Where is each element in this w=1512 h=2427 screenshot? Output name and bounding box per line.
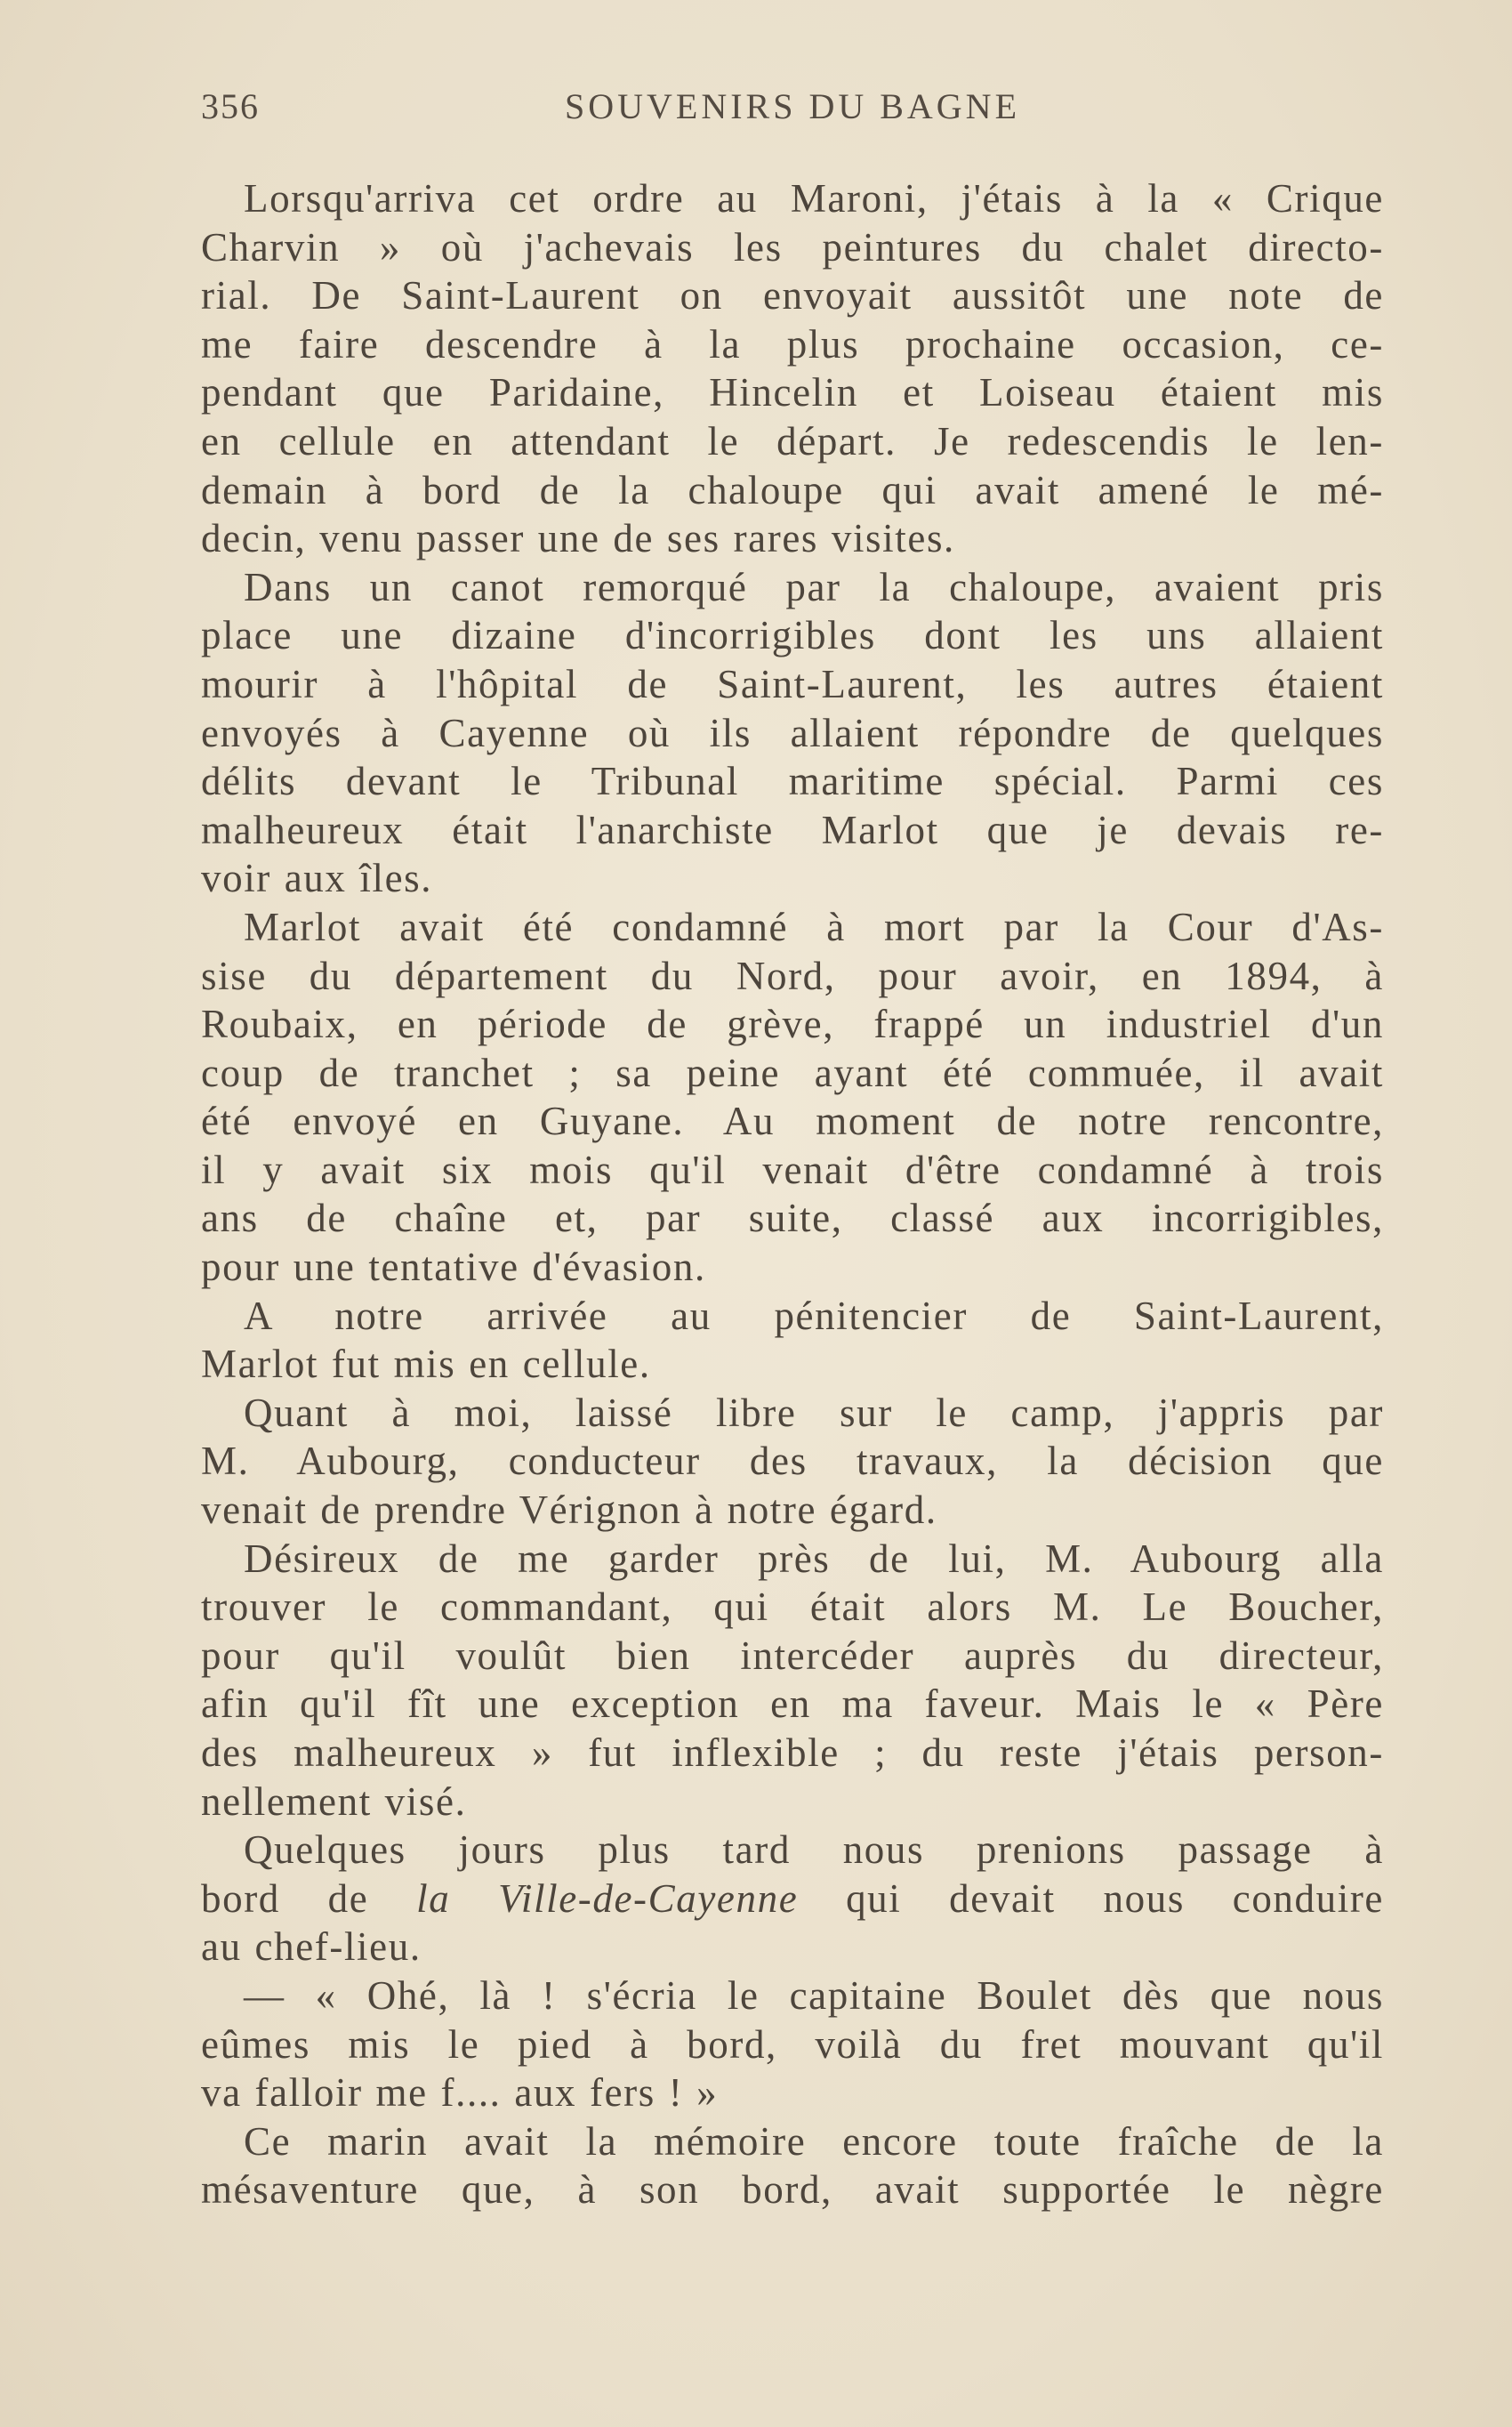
text-line: coup de tranchet ; sa peine ayant été commuée, il avait	[201, 1050, 1384, 1095]
text-line: pendant que Paridaine, Hincelin et Loiseau étaient mis	[201, 370, 1384, 415]
text-line: A notre arrivée au pénitencier de Saint-Laurent,	[244, 1293, 1384, 1338]
text-line: délits devant le Tribunal maritime spécial. Parmi ces	[201, 759, 1384, 804]
text-line: rial. De Saint-Laurent on envoyait aussitôt une note de	[201, 273, 1384, 318]
ship-name: la Ville-de-Cayenne	[416, 1875, 799, 1921]
text-line: afin qu'il fît une exception en ma faveur. Mais le « Père	[201, 1681, 1384, 1727]
text-line: envoyés à Cayenne où ils allaient répondre de quelques	[201, 710, 1384, 755]
text-line: venait de prendre Vérignon à notre égard.	[201, 1488, 937, 1533]
page-header	[201, 85, 1384, 130]
text-line: decin, venu passer une de ses rares visites.	[201, 516, 955, 561]
text-line: Lorsqu'arriva cet ordre au Maroni, j'étais à la « Crique	[244, 176, 1384, 221]
text-line: été envoyé en Guyane. Au moment de notre rencontre,	[201, 1099, 1384, 1144]
text-line: trouver le commandant, qui était alors M. Le Boucher,	[201, 1584, 1384, 1630]
text-line: malheureux était l'anarchiste Marlot que je devais re-	[201, 807, 1384, 852]
text-line: ans de chaîne et, par suite, classé aux incorrigibles,	[201, 1196, 1384, 1241]
text-line: Désireux de me garder près de lui, M. Aubourg alla	[244, 1536, 1384, 1581]
text-line: eûmes mis le pied à bord, voilà du fret mouvant qu'il	[201, 2021, 1384, 2067]
text-line	[201, 1875, 1384, 1923]
text-line: Quant à moi, laissé libre sur le camp, j'appris par	[244, 1390, 1384, 1435]
text-line: Ce marin avait la mémoire encore toute fraîche de la	[244, 2118, 1384, 2164]
text-line: me faire descendre à la plus prochaine occasion, ce-	[201, 321, 1384, 367]
text-line-prefix: bord de	[201, 1875, 417, 1921]
page-number: 356	[201, 86, 260, 126]
text-line: voir aux îles.	[201, 856, 433, 901]
text-line: nellement visé.	[201, 1778, 467, 1824]
text-line: des malheureux » fut inflexible ; du reste j'étais person-	[201, 1730, 1384, 1775]
text-line-suffix: qui devait nous conduire	[846, 1875, 1384, 1921]
text-line: Marlot avait été condamné à mort par la Cour d'As-	[244, 904, 1384, 949]
text-line: Marlot fut mis en cellule.	[201, 1342, 651, 1387]
text-line: mésaventure que, à son bord, avait supportée le nègre	[201, 2167, 1384, 2213]
text-line: demain à bord de la chaloupe qui avait amené le mé-	[201, 467, 1384, 512]
text-line: Quelques jours plus tard nous prenions passage à	[244, 1827, 1384, 1873]
text-line: Roubaix, en période de grève, frappé un industriel d'un	[201, 1002, 1384, 1047]
text-line: sise du département du Nord, pour avoir, en 1894, à	[201, 953, 1384, 998]
text-line: place une dizaine d'incorrigibles dont les uns allaient	[201, 613, 1384, 658]
text-line: au chef-lieu.	[201, 1924, 422, 1970]
text-line: il y avait six mois qu'il venait d'être condamné à trois	[201, 1147, 1384, 1192]
text-line: — « Ohé, là ! s'écria le capitaine Boulet dès que nous	[244, 1972, 1384, 2018]
text-line: M. Aubourg, conducteur des travaux, la décision que	[201, 1439, 1384, 1484]
text-line: pour qu'il voulût bien intercéder auprès du directeur,	[201, 1633, 1384, 1678]
body-text	[201, 174, 1384, 2214]
text-line: va falloir me f.... aux fers ! »	[201, 2070, 719, 2116]
text-line: Dans un canot remorqué par la chaloupe, avaient pris	[244, 564, 1384, 609]
text-line: Charvin » où j'achevais les peintures du chalet directo-	[201, 224, 1384, 270]
running-head: SOUVENIRS DU BAGNE	[564, 86, 1021, 126]
text-line: pour une tentative d'évasion.	[201, 1245, 706, 1290]
text-line: mourir à l'hôpital de Saint-Laurent, les autres étaient	[201, 661, 1384, 706]
text-line: en cellule en attendant le départ. Je redescendis le len-	[201, 418, 1384, 464]
